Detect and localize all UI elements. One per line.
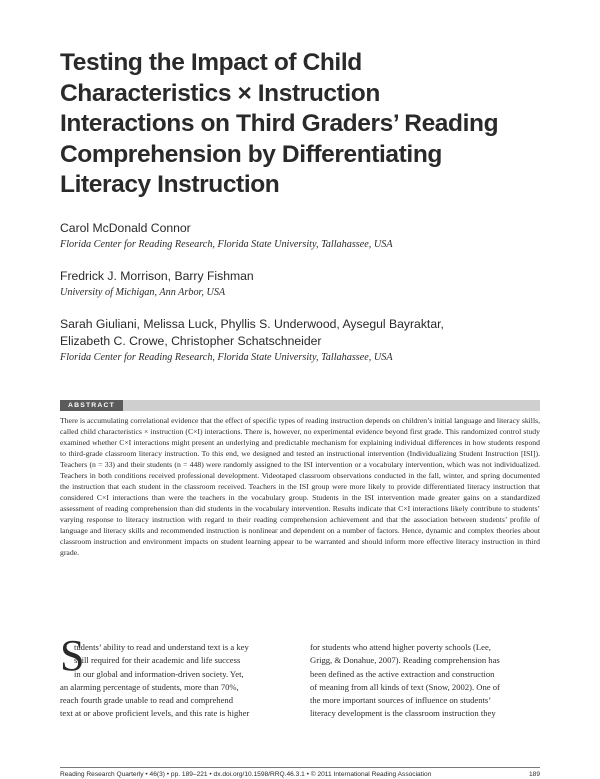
body-line: for students who attend higher poverty schools (Lee, (310, 642, 491, 652)
body-line: an alarming percentage of students, more than 70%, (60, 681, 239, 692)
author-group-2 (60, 268, 560, 300)
body-line: skill required for their academic and life success (74, 655, 241, 666)
body-line: of meaning from all kinds of text (Snow, 2002). One of (310, 681, 500, 692)
body-column-left (60, 641, 290, 721)
author-affiliation: Florida Center for Reading Research, Florida State University, Tallahassee, USA (60, 352, 393, 363)
abstract-text: There is accumulating correlational evidence that the effect of specific types of reading instruction depends on children’s initial language and literacy skills, called child characteristics × instruction (C×I) interactions. There is, however, no experimental evidence beyond first grade. This randomized control study examined whether C×I interactions might present an underlying and predictable mechanism for explaining individual differences in how students respond to third-grade classroom literacy instruction. To this end, we designed and tested an instructional intervention (Individualizing Student Instruction [ISI]). Teachers (n = 33) and their students (n = 448) were randomly assigned to the ISI intervention or a vocabulary intervention, which was not individualized. Teachers in both conditions received professional development. Videotaped classroom observations conducted in the fall, winter, and spring documented the instruction that each student in the classroom received. Teachers in the ISI group were more likely to provide differentiated literacy instruction that considered C×I interactions than were the teachers in the vocabulary group. Students in the ISI intervention made greater gains on a standardized assessment of reading comprehension than did students in the vocabulary intervention. Results indicate that C×I interactions likely contribute to students’ varying response to literacy instruction with regard to their reading comprehension achievement and that the association between students’ profile of language and literacy skills and recommended instruction is nonlinear and dependent on a number of factors. Hence, dynamic and complex theories about classroom instruction and environment impacts on student learning appear to be warranted and should inform more effective literacy instruction in third grade. (60, 416, 540, 557)
body-line: tudents’ ability to read and understand text is a key (74, 642, 249, 652)
footer-citation: Reading Research Quarterly • 46(3) • pp. 189–221 • dx.doi.org/10.1598/RRQ.46.3.1 • © 2011 International Reading Association (60, 771, 432, 778)
body-line: been defined as the active extraction and construction (310, 668, 495, 679)
abstract-rule (60, 400, 540, 411)
author-names: Sarah Giuliani, Melissa Luck, Phyllis S. Underwood, Aysegul Bayraktar, (60, 317, 444, 331)
article-title (60, 48, 560, 201)
title-line: Characteristics × Instruction (60, 79, 380, 107)
title-line: Comprehension by Differentiating (60, 140, 442, 168)
body-line: reach fourth grade unable to read and comprehend (60, 695, 233, 706)
body-line: in our global and information-driven society. Yet, (74, 668, 244, 679)
author-names: Fredrick J. Morrison, Barry Fishman (60, 269, 254, 283)
drop-cap: S (60, 631, 85, 680)
page-footer (60, 770, 540, 779)
body-line: Grigg, & Donahue, 2007). Reading comprehension has (310, 655, 500, 666)
author-group-3 (60, 316, 560, 365)
author-affiliation: Florida Center for Reading Research, Florida State University, Tallahassee, USA (60, 239, 393, 250)
author-names: Elizabeth C. Crowe, Christopher Schatschneider (60, 334, 322, 348)
abstract-label: ABSTRACT (60, 400, 123, 411)
body-line: text at or above proficient levels, and this rate is higher (60, 708, 250, 719)
body-line: the more important sources of influence on students’ (310, 695, 492, 706)
footer-rule (60, 767, 540, 768)
author-group-1 (60, 220, 560, 252)
author-names: Carol McDonald Connor (60, 221, 191, 235)
title-line: Testing the Impact of Child (60, 49, 362, 76)
body-column-right (310, 641, 540, 721)
page-number: 189 (528, 771, 540, 778)
author-affiliation: University of Michigan, Ann Arbor, USA (60, 287, 226, 298)
body-line: literacy development is the classroom instruction they (310, 708, 496, 719)
title-line: Literacy Instruction (60, 171, 280, 198)
title-line: Interactions on Third Graders’ Reading (60, 110, 499, 137)
